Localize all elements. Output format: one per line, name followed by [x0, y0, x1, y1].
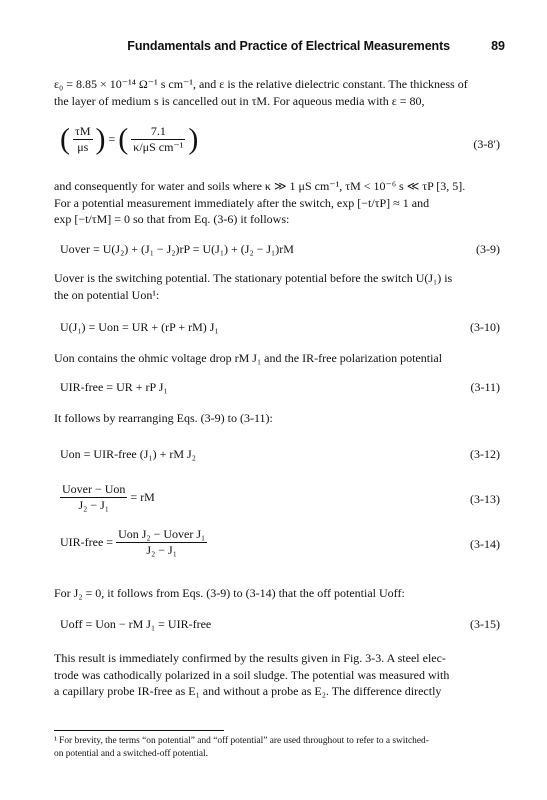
footnote-line: on potential and a switched-off potential.: [54, 749, 208, 759]
equation-body: Uover = U(J₂) + (J₁ − J₂)rP = U(J₁) + (J₂ − J₁)rM: [60, 242, 294, 256]
eq-3-13-denominator: J₂ − J₁: [78, 498, 109, 512]
equation-body: U(J₁) = Uon = UR + (rP + rM) J₁: [60, 320, 219, 334]
equation-body: Uoff = Uon − rM J₁ = UIR-free: [60, 617, 212, 631]
equation-body: UIR-free = UR + rP J₁: [60, 380, 168, 394]
equation-3-14: [60, 527, 500, 563]
text-line: a capillary probe IR-free as E₁ and without a probe as E₂. The difference directly: [54, 684, 442, 698]
equation-3-8: ( $\frac{\tau M}{\mu s}$ ) = ( $\frac{7.1}{\text{κ/μS cm⁻¹}}$ ) (3-8′): [60, 122, 500, 156]
text-line: For a potential measurement immediately after the switch, exp [−t/τP] ≈ 1 and: [54, 195, 430, 210]
footnote: [54, 735, 501, 761]
text-line: ε₀ = 8.85 × 10⁻¹⁴ Ω⁻¹ s cm⁻¹, and ε is the relative dielectric constant. The thickness of: [54, 77, 468, 91]
eq-3-8-rhs-denominator: κ/μS cm⁻¹: [133, 140, 184, 154]
eq-3-13-rhs: = rM: [130, 490, 155, 504]
equation-number: (3-11): [470, 380, 500, 394]
text-line: It follows by rearranging Eqs. (3-9) to (3-11):: [54, 411, 273, 425]
eq-3-8-rhs-numerator: 7.1: [131, 124, 185, 140]
eq-3-8-lhs-numerator: τM: [75, 124, 91, 138]
text-line: and consequently for water and soils where κ ≫ 1 μS cm⁻¹, τM < 10⁻⁶ s ≪ τP [3, 5].: [54, 179, 466, 193]
equation-number: (3-8′): [473, 137, 500, 151]
equation-number: (3-12): [470, 447, 500, 461]
equation-3-11: [60, 380, 500, 402]
footnote-line: ¹ For brevity, the terms “on potential” and “off potential” are used throughout to refer to a switched-: [54, 736, 429, 746]
text-line: For J₂ = 0, it follows from Eqs. (3-9) to (3-14) that the off potential Uoff:: [54, 586, 405, 600]
equation-3-13: [60, 482, 500, 518]
text-line: Uon contains the ohmic voltage drop rM J₁ and the IR-free polarization potential: [54, 351, 443, 365]
text-line: the on potential Uon¹:: [54, 287, 160, 302]
eq-3-14-denominator: J₂ − J₁: [146, 543, 177, 557]
equation-body: Uon = UIR-free (J₁) + rM J₂: [60, 447, 196, 461]
paragraph-3: [54, 270, 501, 303]
paragraph-1: [54, 76, 501, 109]
eq-3-13-numerator: Uover − Uon: [62, 482, 126, 496]
text-line: trode was cathodically polarized in a soil sludge. The potential was measured with: [54, 667, 450, 682]
eq-3-8-lhs-denominator: μs: [77, 140, 89, 154]
paragraph-6: [54, 585, 501, 602]
equation-number: (3-14): [470, 537, 500, 551]
paragraph-5: [54, 410, 501, 427]
eq-3-14-lhs: UIR-free =: [60, 535, 114, 549]
equation-3-10: [60, 320, 500, 342]
text-line: exp [−t/τM] = 0 so that from Eq. (3-6) it follows:: [54, 212, 290, 226]
equation-3-9: [60, 242, 500, 264]
running-header: [0, 39, 547, 57]
equation-3-15: [60, 617, 500, 639]
equation-number: (3-13): [470, 492, 500, 506]
equation-3-12: [60, 447, 500, 469]
paragraph-2: [54, 178, 501, 228]
paragraph-4: [54, 350, 501, 367]
paragraph-7: [54, 650, 501, 700]
page-number: 89: [491, 39, 505, 53]
running-title: Fundamentals and Practice of Electrical Measurements: [127, 39, 450, 53]
equation-number: (3-15): [470, 617, 500, 631]
eq-3-14-numerator: Uon J₂ − Uover J₁: [118, 527, 206, 541]
text-line: the layer of medium s is cancelled out in τM. For aqueous media with ε = 80,: [54, 93, 425, 108]
text-line: Uover is the switching potential. The stationary potential before the switch U(J₁) is: [54, 271, 453, 285]
text-line: This result is immediately confirmed by the results given in Fig. 3-3. A steel elec-: [54, 651, 446, 665]
equation-number: (3-9): [476, 242, 500, 256]
equation-number: (3-10): [470, 320, 500, 334]
footnote-rule: [54, 730, 224, 731]
